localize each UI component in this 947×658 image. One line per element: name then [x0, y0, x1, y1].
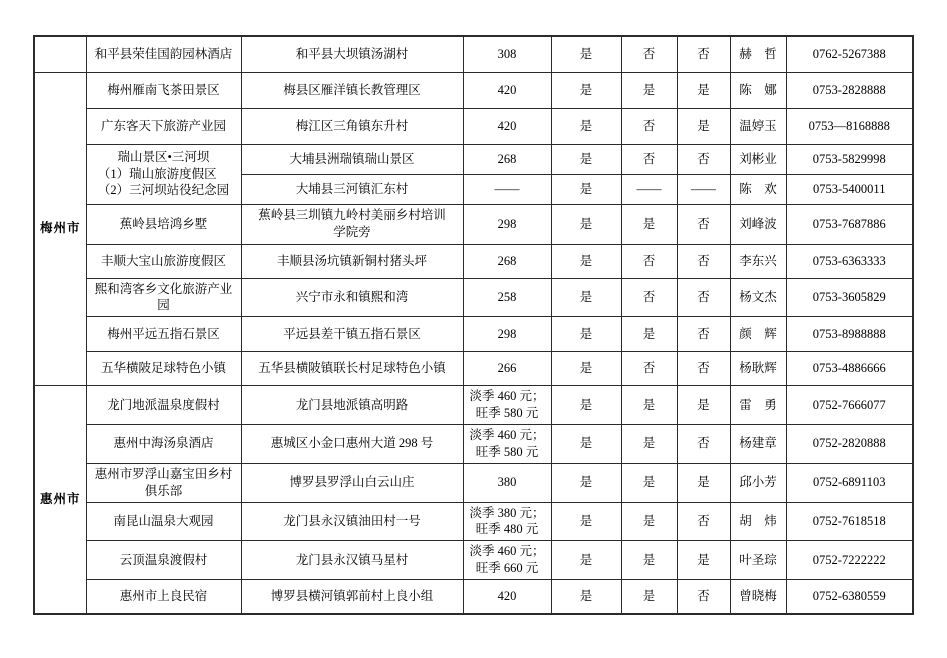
- contact-cell: 颜 辉: [730, 317, 786, 352]
- flag2-cell: 是: [621, 502, 677, 541]
- price-line: 旺季 660 元: [475, 561, 539, 576]
- flag2-cell: 是: [621, 386, 677, 425]
- flag3-cell: 是: [677, 463, 730, 502]
- name-cell: 惠州市上良民宿: [86, 580, 241, 614]
- phone-cell: 0752-6380559: [786, 580, 913, 614]
- flag3-cell: 否: [677, 278, 730, 317]
- city-cell: 梅州市: [34, 72, 86, 386]
- flag2-cell: 否: [621, 108, 677, 144]
- address-cell: 梅江区三角镇东升村: [241, 108, 463, 144]
- flag1-cell: 是: [551, 502, 621, 541]
- phone-cell: 0753-7687886: [786, 204, 913, 244]
- flag1-cell: 是: [551, 244, 621, 278]
- contact-cell: 杨建章: [730, 425, 786, 464]
- flag2-cell: 否: [621, 244, 677, 278]
- table-row: [34, 502, 913, 541]
- flag2-cell: ——: [621, 174, 677, 204]
- price-cell: 258: [463, 278, 551, 317]
- flag1-cell: 是: [551, 541, 621, 580]
- price-line: 旺季 580 元: [475, 444, 539, 459]
- name-cell: 和平县荣佳国韵园林酒店: [86, 36, 241, 72]
- address-cell: 博罗县罗浮山白云山庄: [241, 463, 463, 502]
- price-cell: [463, 502, 551, 541]
- flag3-cell: 否: [677, 317, 730, 352]
- phone-cell: 0753-2828888: [786, 72, 913, 108]
- flag3-cell: 否: [677, 352, 730, 386]
- contact-cell: 李东兴: [730, 244, 786, 278]
- flag3-cell: 否: [677, 36, 730, 72]
- flag2-cell: 是: [621, 541, 677, 580]
- phone-cell: 0762-5267388: [786, 36, 913, 72]
- phone-cell: 0753—8168888: [786, 108, 913, 144]
- contact-cell: 雷 勇: [730, 386, 786, 425]
- name-multiline: [98, 149, 229, 200]
- flag3-cell: 否: [677, 580, 730, 614]
- address-cell: 龙门县地派镇高明路: [241, 386, 463, 425]
- price-cell: [463, 541, 551, 580]
- flag3-cell: 是: [677, 108, 730, 144]
- contact-cell: 邱小芳: [730, 463, 786, 502]
- phone-cell: 0753-5829998: [786, 144, 913, 174]
- contact-cell: 曾晓梅: [730, 580, 786, 614]
- flag3-cell: ——: [677, 174, 730, 204]
- flag1-cell: 是: [551, 174, 621, 204]
- address-cell: 大埔县三河镇汇东村: [241, 174, 463, 204]
- name-cell: 梅州雁南飞茶田景区: [86, 72, 241, 108]
- table-row: [34, 244, 913, 278]
- flag2-cell: 否: [621, 352, 677, 386]
- table-row: [34, 425, 913, 464]
- table-row: [34, 541, 913, 580]
- address-cell: 龙门县永汉镇油田村一号: [241, 502, 463, 541]
- address-cell: 大埔县洲瑞镇瑞山景区: [241, 144, 463, 174]
- address-cell: 和平县大坝镇汤湖村: [241, 36, 463, 72]
- flag1-cell: 是: [551, 72, 621, 108]
- contact-cell: 刘峰波: [730, 204, 786, 244]
- contact-cell: 刘彬业: [730, 144, 786, 174]
- phone-cell: 0752-7666077: [786, 386, 913, 425]
- flag2-cell: 否: [621, 278, 677, 317]
- address-cell: 龙门县永汉镇马星村: [241, 541, 463, 580]
- price-cell: 266: [463, 352, 551, 386]
- price-cell: 308: [463, 36, 551, 72]
- name-line: 瑞山景区•三河坝: [117, 149, 210, 164]
- hotel-listing-table: [33, 35, 914, 615]
- table-row: [34, 463, 913, 502]
- price-line: 淡季 460 元；: [469, 544, 545, 559]
- flag1-cell: 是: [551, 580, 621, 614]
- price-cell: [463, 386, 551, 425]
- name-cell: 熙和湾客乡文化旅游产业园: [86, 278, 241, 317]
- name-cell: 惠州中海汤泉酒店: [86, 425, 241, 464]
- price-line: 淡季 460 元；: [469, 428, 545, 442]
- table-row: [34, 144, 913, 174]
- address-cell: 丰顺县汤坑镇新铜村猪头坪: [241, 244, 463, 278]
- name-cell: 南昆山温泉大观园: [86, 502, 241, 541]
- price-line: 旺季 580 元: [475, 406, 539, 421]
- flag2-cell: 是: [621, 72, 677, 108]
- phone-cell: 0753-5400011: [786, 174, 913, 204]
- table-row: [34, 204, 913, 244]
- phone-cell: 0752-6891103: [786, 463, 913, 502]
- table-row: [34, 72, 913, 108]
- name-line: （2）三河坝站役纪念园: [97, 183, 230, 198]
- contact-cell: 叶圣琮: [730, 541, 786, 580]
- price-cell: 298: [463, 317, 551, 352]
- name-cell: 龙门地派温泉度假村: [86, 386, 241, 425]
- flag3-cell: 否: [677, 144, 730, 174]
- address-line: 蕉岭县三圳镇九岭村美丽乡村培训: [258, 208, 446, 223]
- address-cell: 兴宁市永和镇熙和湾: [241, 278, 463, 317]
- flag2-cell: 是: [621, 204, 677, 244]
- flag1-cell: 是: [551, 144, 621, 174]
- table-row: [34, 36, 913, 72]
- phone-cell: 0753-4886666: [786, 352, 913, 386]
- phone-cell: 0753-6363333: [786, 244, 913, 278]
- flag3-cell: 是: [677, 541, 730, 580]
- address-line: 学院旁: [333, 225, 371, 239]
- table-row: [34, 386, 913, 425]
- flag1-cell: 是: [551, 352, 621, 386]
- flag3-cell: 是: [677, 386, 730, 425]
- contact-cell: 陈 欢: [730, 174, 786, 204]
- contact-cell: 杨文杰: [730, 278, 786, 317]
- price-cell: 420: [463, 72, 551, 108]
- city-cell: [34, 36, 86, 72]
- flag1-cell: 是: [551, 386, 621, 425]
- table-row: [34, 278, 913, 317]
- phone-cell: 0752-7222222: [786, 541, 913, 580]
- flag3-cell: 否: [677, 244, 730, 278]
- address-cell: 五华县横陂镇联长村足球特色小镇: [241, 352, 463, 386]
- flag1-cell: 是: [551, 278, 621, 317]
- table-row: [34, 317, 913, 352]
- flag1-cell: 是: [551, 463, 621, 502]
- price-cell: 380: [463, 463, 551, 502]
- price-cell: 420: [463, 580, 551, 614]
- phone-cell: 0752-7618518: [786, 502, 913, 541]
- name-cell: 五华横陂足球特色小镇: [86, 352, 241, 386]
- name-cell: 云顶温泉渡假村: [86, 541, 241, 580]
- address-cell: 博罗县横河镇郭前村上良小组: [241, 580, 463, 614]
- phone-cell: 0753-3605829: [786, 278, 913, 317]
- phone-cell: 0753-8988888: [786, 317, 913, 352]
- name-cell: 丰顺大宝山旅游度假区: [86, 244, 241, 278]
- address-cell: 平远县差干镇五指石景区: [241, 317, 463, 352]
- price-cell: [463, 425, 551, 464]
- flag3-cell: 是: [677, 72, 730, 108]
- flag2-cell: 否: [621, 36, 677, 72]
- name-cell: 广东客天下旅游产业园: [86, 108, 241, 144]
- flag3-cell: 否: [677, 204, 730, 244]
- contact-cell: 温婷玉: [730, 108, 786, 144]
- price-line: 旺季 480 元: [475, 522, 539, 537]
- contact-cell: 陈 娜: [730, 72, 786, 108]
- flag2-cell: 是: [621, 425, 677, 464]
- contact-cell: 胡 炜: [730, 502, 786, 541]
- table-row: [34, 108, 913, 144]
- table-row: [34, 352, 913, 386]
- city-cell: 惠州市: [34, 386, 86, 614]
- flag2-cell: 是: [621, 317, 677, 352]
- price-cell: 268: [463, 244, 551, 278]
- name-cell: 梅州平远五指石景区: [86, 317, 241, 352]
- name-line: （1）瑞山旅游度假区: [97, 166, 217, 181]
- flag3-cell: 否: [677, 502, 730, 541]
- price-line: 淡季 380 元；: [469, 505, 545, 520]
- phone-cell: 0752-2820888: [786, 425, 913, 464]
- contact-cell: 赫 哲: [730, 36, 786, 72]
- address-cell: [241, 204, 463, 244]
- name-cell: 惠州市罗浮山嘉宝田乡村俱乐部: [86, 463, 241, 502]
- flag2-cell: 否: [621, 144, 677, 174]
- price-cell: 268: [463, 144, 551, 174]
- contact-cell: 杨耿辉: [730, 352, 786, 386]
- flag1-cell: 是: [551, 317, 621, 352]
- address-cell: 梅县区雁洋镇长教管理区: [241, 72, 463, 108]
- flag1-cell: 是: [551, 204, 621, 244]
- price-cell: 420: [463, 108, 551, 144]
- flag2-cell: 是: [621, 463, 677, 502]
- table-row: [34, 580, 913, 614]
- price-cell: ——: [463, 174, 551, 204]
- flag2-cell: 是: [621, 580, 677, 614]
- price-cell: 298: [463, 204, 551, 244]
- flag1-cell: 是: [551, 36, 621, 72]
- name-cell: [86, 144, 241, 204]
- price-line: 淡季 460 元；: [469, 389, 545, 404]
- flag1-cell: 是: [551, 425, 621, 464]
- address-cell: 惠城区小金口惠州大道 298 号: [241, 425, 463, 464]
- name-cell: 蕉岭县培鸿乡墅: [86, 204, 241, 244]
- flag1-cell: 是: [551, 108, 621, 144]
- flag3-cell: 否: [677, 425, 730, 464]
